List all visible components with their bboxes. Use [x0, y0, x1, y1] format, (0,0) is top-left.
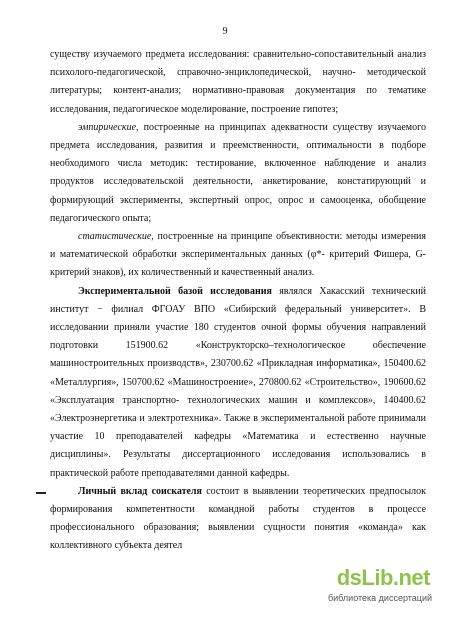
text-line: преподавателей кафедры «Математика и естественно научные дисциплины».	[50, 431, 426, 461]
document-body	[50, 46, 426, 556]
text-line: существу изучаемого предмета исследования: сравнительно-сопоставительный	[50, 49, 394, 60]
text-line: процессе профессионального образования; выявлении сущности понятия	[50, 504, 427, 534]
paragraph-empirical-methods	[50, 119, 426, 228]
paragraph-theoretical-methods	[50, 46, 426, 119]
text-line: констатирующий и формирующий эксперименты, экспертный опрос, опрос и	[50, 176, 426, 206]
text-line: работе преподавателями данной кафедры.	[110, 467, 290, 479]
text-line: самооценка, обобщение педагогического опыта;	[50, 194, 426, 224]
text-line: построенные на принципе объективности: методы	[153, 231, 378, 243]
text-line: институт − филиал ФГОАУ ВПО «Сибирский федеральный университет». В	[50, 303, 426, 315]
text-line: предпосылок формирования компетентности командной работы студентов в	[50, 485, 426, 516]
watermark-tagline: библиотека диссертаций	[327, 593, 432, 603]
term-empirical: эмпирические,	[78, 121, 139, 133]
margin-mark	[36, 492, 46, 494]
text-line: изучаемого предмета исследования, развития и преемственности, оптимальности	[50, 121, 426, 152]
text-line: информатика», 150400.62 «Металлургия», 150700.62 «Машиностроение»,	[50, 358, 427, 388]
paragraph-statistical-methods	[50, 228, 426, 283]
text-line: направлений подготовки 151900.62 «Конструкторско–технологическое	[50, 322, 426, 352]
text-line: анализ психолого-педагогической, справочно-энциклопедической, научно-	[50, 49, 426, 79]
text-line: критерий Фишера, G- критерий знаков), их количественный и качественный	[50, 249, 426, 279]
paragraph-experimental-base	[50, 283, 426, 483]
text-line: обеспечение машиностроительных производств», 230700.62 «Прикладная	[50, 340, 426, 370]
text-line: методической литературы; контент-анализ; нормативно-правовая документация	[50, 67, 426, 97]
watermark-logo: dsLib.net	[336, 565, 430, 590]
page-number: 9	[222, 26, 228, 37]
text-line: электротехника». Также в экспериментальной работе принимали участие 10	[50, 413, 426, 443]
text-line: исследовании приняли участие 180 студентов очной формы обучения	[50, 322, 367, 334]
text-line: анализ продуктов исследовательской деятельности, анкетирование,	[50, 158, 427, 188]
text-line: являлся Хакасский технический	[271, 285, 427, 297]
text-line: Результаты диссертационного исследования использовались в практической	[50, 449, 427, 479]
term-statistical: статистические,	[78, 231, 154, 243]
text-line: состоит в выявлении теоретических	[201, 485, 366, 497]
text-line: 270800.62 «Строительство», 190600.62 «Эксплуатация транспортно-	[50, 376, 426, 406]
text-line: технологических машин и комплексов», 140400.62 «Электроэнергетика и	[50, 394, 427, 425]
term-personal-contribution: Личный вклад соискателя	[78, 485, 202, 497]
text-line: «команда» как коллективного субъекта деятел	[50, 522, 426, 552]
text-line: в подборе необходимого числа методик: тестирование, включенное наблюдение и	[50, 140, 426, 170]
paragraph-personal-contribution	[50, 483, 426, 556]
watermark	[327, 561, 436, 611]
text-line: измерения и математической обработки экспериментальных данных (φ*-	[50, 231, 426, 261]
term-experimental-base: Экспериментальной базой исследования	[78, 285, 272, 297]
text-line: анализ.	[283, 267, 315, 279]
text-line: по тематике исследования, педагогическое моделирование, построение гипотез;	[50, 85, 427, 115]
text-line: построенные на принципах адекватности существу	[138, 121, 373, 133]
